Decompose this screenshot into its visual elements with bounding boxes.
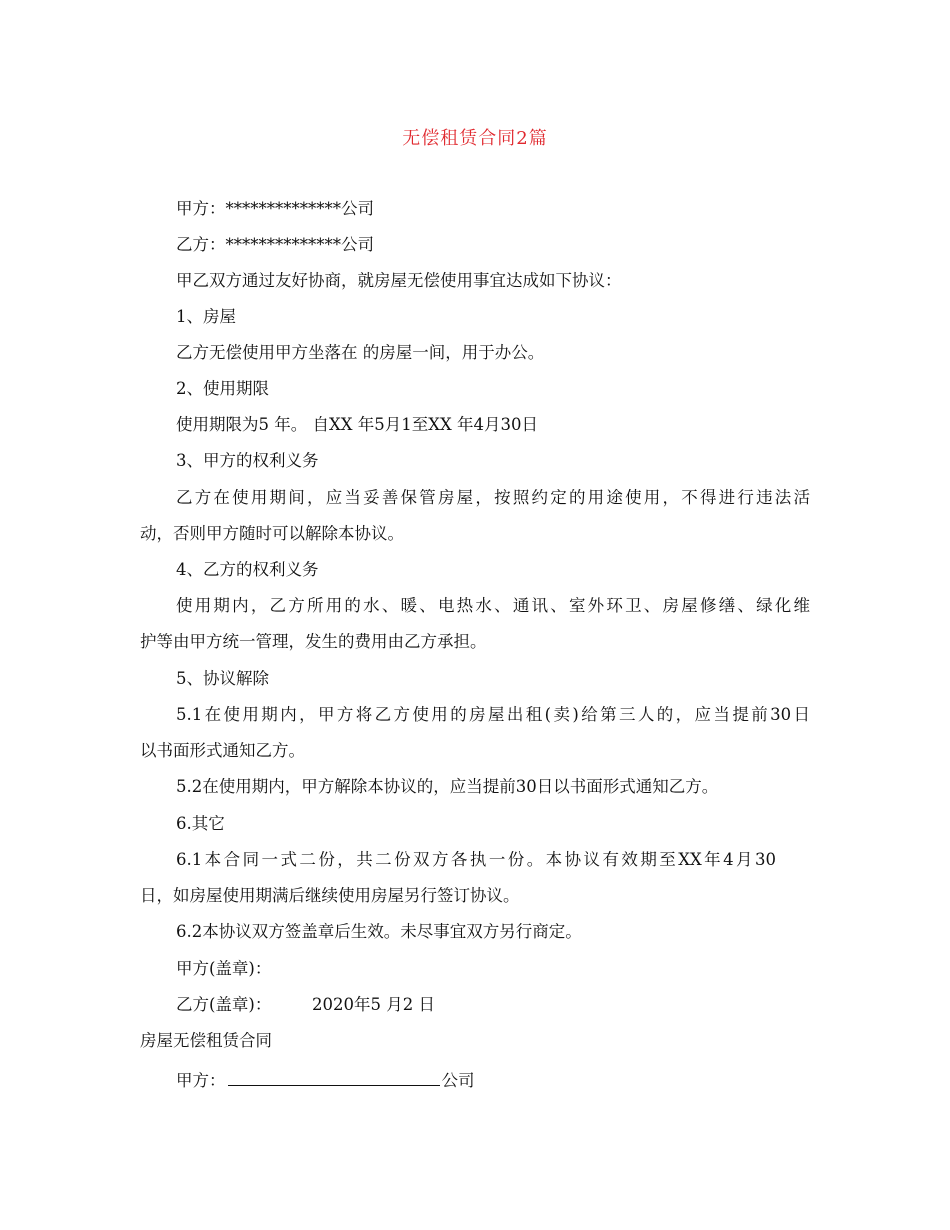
- section-2-heading: 2、使用期限: [176, 379, 269, 398]
- section-3-body-line-1: 乙方在使用期间，应当妥善保管房屋，按照约定的用途使用，不得进行违法活: [176, 488, 810, 507]
- section-6-1-line-1: 6.1本合同一式二份，共二份双方各执一份。本协议有效期至XX年4月30: [176, 850, 776, 869]
- party-b-line: 乙方：**************公司: [176, 235, 374, 254]
- section-4-body-line-1: 使用期内，乙方所用的水、暖、电热水、通讯、室外环卫、房屋修缮、绿化维: [176, 596, 810, 615]
- section-4-body-line-2: 护等由甲方统一管理，发生的费用由乙方承担。: [140, 632, 487, 651]
- second-party-a-suffix: 公司: [441, 1071, 475, 1090]
- company-name-blank: [228, 1067, 440, 1086]
- section-1-body: 乙方无偿使用甲方坐落在 的房屋一间，用于办公。: [176, 343, 545, 362]
- section-5-heading: 5、协议解除: [176, 669, 269, 688]
- signature-party-b: 乙方(盖章)：: [176, 995, 272, 1014]
- section-5-2: 5.2在使用期内，甲方解除本协议的，应当提前30日以书面形式通知乙方。: [176, 777, 719, 796]
- document-title: 无偿租赁合同2篇: [402, 128, 548, 149]
- intro-paragraph: 甲乙双方通过友好协商，就房屋无偿使用事宜达成如下协议：: [176, 271, 622, 290]
- section-3-heading: 3、甲方的权利义务: [176, 451, 319, 470]
- party-a-line: 甲方：**************公司: [176, 199, 374, 218]
- second-party-a-line: [176, 1067, 876, 1092]
- section-1-heading: 1、房屋: [176, 307, 236, 326]
- signature-date: 2020年5 月2 日: [312, 995, 435, 1014]
- section-4-heading: 4、乙方的权利义务: [176, 560, 319, 579]
- section-3-body-line-2: 动，否则甲方随时可以解除本协议。: [140, 524, 404, 543]
- section-5-1-line-1: 5.1在使用期内，甲方将乙方使用的房屋出租(卖)给第三人的，应当提前30日: [176, 705, 810, 724]
- section-6-heading: 6.其它: [176, 814, 225, 833]
- second-contract-title: 房屋无偿租赁合同: [140, 1031, 272, 1050]
- section-6-1-line-2: 日，如房屋使用期满后继续使用房屋另行签订协议。: [140, 886, 520, 905]
- section-6-2: 6.2本协议双方签盖章后生效。未尽事宜双方另行商定。: [176, 922, 582, 941]
- second-party-a-prefix: 甲方：: [176, 1071, 226, 1090]
- signature-party-a: 甲方(盖章)：: [176, 959, 272, 978]
- section-2-body: 使用期限为5 年。 自XX 年5月1至XX 年4月30日: [176, 415, 538, 434]
- section-5-1-line-2: 以书面形式通知乙方。: [140, 741, 305, 760]
